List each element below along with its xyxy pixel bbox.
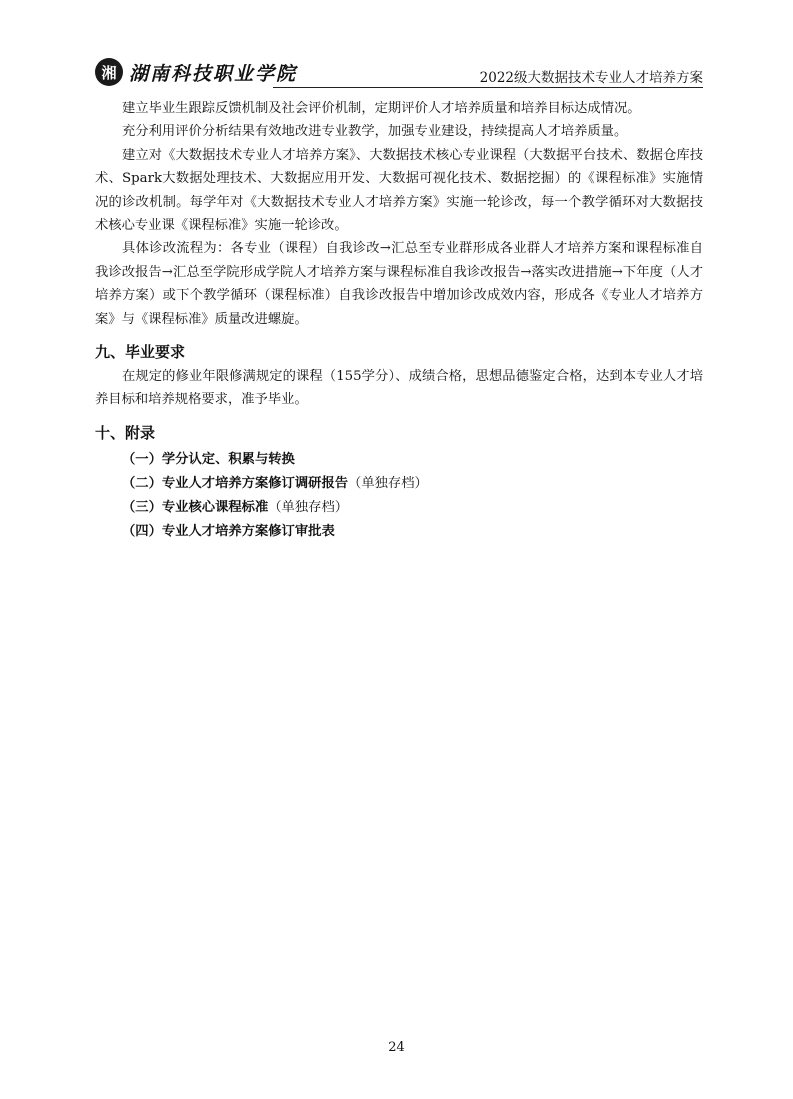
school-name-calligraphy: 湖南科技职业学院 (129, 62, 298, 85)
paragraph: 具体诊改流程为：各专业（课程）自我诊改→汇总至专业群形成各业群人才培养方案和课程标准自我诊改报告→汇总至学院形成学院人才培养方案与课程标准自我诊改报告→落实改进措施→下年度（人才培养方案）或下个教学循环（课程标准）自我诊改报告中增加诊改成效内容，形成各《专业人才培养方案》与《课程标准》质量改进螺旋。 (95, 241, 703, 327)
section-heading-graduation: 九、毕业要求 (95, 343, 186, 362)
school-seal-icon: 湘 (95, 58, 123, 86)
appendix-list (95, 448, 703, 544)
header-divider (273, 87, 703, 88)
appendix-item-label: （四）专业人才培养方案修订审批表 (122, 523, 335, 539)
page-body (95, 97, 703, 544)
appendix-item-label: （二）专业人才培养方案修订调研报告 (122, 475, 349, 491)
paragraph: 建立毕业生跟踪反馈机制及社会评价机制，定期评价人才培养质量和培养目标达成情况。 (122, 101, 641, 116)
appendix-item (95, 472, 703, 496)
appendix-item (95, 448, 703, 472)
section-heading-appendix: 十、附录 (95, 423, 156, 442)
page-header (95, 54, 703, 90)
paragraph: 建立对《大数据技术专业人才培养方案》、大数据技术核心专业课程（大数据平台技术、数据仓库技术、Spark大数据处理技术、大数据应用开发、大数据可视化技术、数据挖掘）的《课程标准》实施情况的诊改机制。每学年对《大数据技术专业人才培养方案》实施一轮诊改，每一个教学循环对大数据技术核心专业课《课程标准》实施一轮诊改。 (95, 147, 703, 234)
appendix-item (95, 520, 703, 544)
appendix-item-note: （单独存档） (268, 499, 349, 515)
appendix-item-note: （单独存档） (348, 475, 428, 491)
document-title: 2022级大数据技术专业人才培养方案 (479, 70, 703, 86)
appendix-item-label: （三）专业核心课程标准 (122, 499, 269, 515)
paragraph: 充分利用评价分析结果有效地改进专业教学，加强专业建设，持续提高人才培养质量。 (122, 124, 628, 140)
appendix-item-label: （一）学分认定、积累与转换 (122, 451, 295, 467)
appendix-item (95, 496, 703, 520)
graduation-requirements-text: 在规定的修业年限修满规定的课程（155学分）、成绩合格，思想品德鉴定合格，达到本专业人才培养目标和培养规格要求，准予毕业。 (95, 369, 703, 408)
page-number: 24 (388, 1040, 405, 1055)
school-logo (95, 56, 297, 88)
